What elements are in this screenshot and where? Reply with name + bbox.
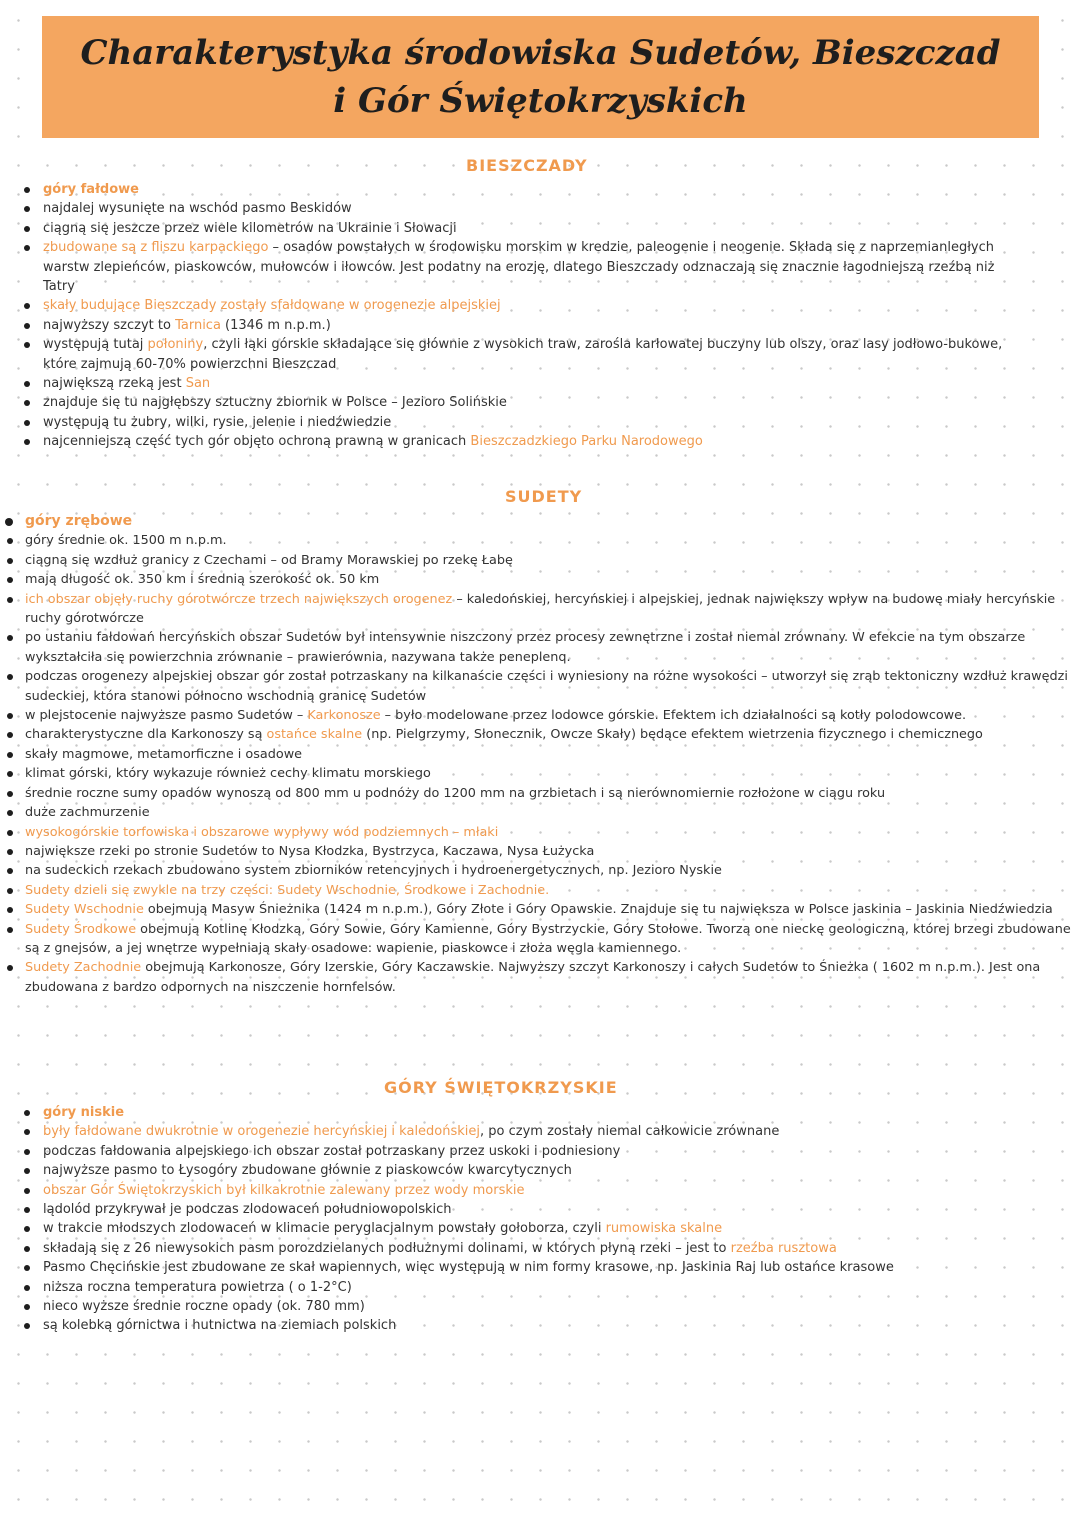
list-item: Pasmo Chęcińskie jest zbudowane ze skał wapiennych, więc występują w nim formy krasowe, np. Jaskinia Raj lub ostańce krasowe: [24, 1258, 1024, 1277]
list-item: najwyższe pasmo to Łysogóry zbudowane głównie z piaskowców kwarcytycznych: [24, 1161, 1024, 1180]
list-item: góry średnie ok. 1500 m n.p.m.: [2, 531, 1072, 550]
title-banner: [42, 16, 1039, 138]
list-item: występują tu żubry, wilki, rysie, jelenie i niedźwiedzie: [24, 413, 1024, 432]
list-item: w plejstocenie najwyższe pasmo Sudetów – Karkonosze – było modelowane przez lodowce górskie. Efektem ich działalności są kotły polodowcowe.: [2, 706, 1072, 725]
list-item: były fałdowane dwukrotnie w orogenezie hercyńskiej i kaledońskiej, po czym zostały niemal całkowicie zrównane: [24, 1122, 1024, 1141]
list-item: występują tutaj połoniny, czyli łąki górskie składające się głównie z wysokich traw, zarośla karłowatej buczyny lub olszy, oraz lasy jodłowo-bukowe, które zajmują 60-70% powierzchni Bieszczad: [24, 335, 1024, 374]
list-item: nieco wyższe średnie roczne opady (ok. 780 mm): [24, 1297, 1024, 1316]
list-item: Sudety Wschodnie obejmują Masyw Śnieżnika (1424 m n.p.m.), Góry Złote i Góry Opawskie. Znajduje się tu największa w Polsce jaskinia – Jaskinia Niedźwiedzia: [2, 900, 1072, 919]
list-item: mają długość ok. 350 km i średnią szerokość ok. 50 km: [2, 570, 1072, 589]
list-item: ich obszar objęły ruchy górotwórcze trzech największych orogenez – kaledońskiej, hercyńskiej i alpejskiej, jednak największy wpływ na budowę miały hercyńskie ruchy górotwórcze: [2, 590, 1072, 629]
list-item: średnie roczne sumy opadów wynoszą od 800 mm u podnóży do 1200 mm na grzbietach i są nierównomiernie rozłożone w ciągu roku: [2, 784, 1072, 803]
list-item: znajduje się tu najgłębszy sztuczny zbiornik w Polsce – Jezioro Solińskie: [24, 393, 1024, 412]
list-item: charakterystyczne dla Karkonoszy są ostańce skalne (np. Pielgrzymy, Słonecznik, Owcze Skały) będące efektem wietrzenia fizycznego i chemicznego: [2, 725, 1072, 744]
list-item: ciągną się jeszcze przez wiele kilometrów na Ukrainie i Słowacji: [24, 219, 1024, 238]
list-item: wysokogórskie torfowiska i obszarowe wypływy wód podziemnych – młaki: [2, 823, 1072, 842]
section-heading-sudety: SUDETY: [505, 487, 583, 506]
list-item: najcenniejszą część tych gór objęto ochroną prawną w granicach Bieszczadzkiego Parku Narodowego: [24, 432, 1024, 451]
list-item: najdalej wysunięte na wschód pasmo Beskidów: [24, 199, 1024, 218]
list-item: Sudety Zachodnie obejmują Karkonosze, Góry Izerskie, Góry Kaczawskie. Najwyższy szczyt Karkonoszy i całych Sudetów to Śnieżka ( 1602 m n.p.m.). Jest ona zbudowana z bardzo odpornych na niszczenie hornfelsów.: [2, 958, 1072, 997]
list-item: po ustaniu fałdowań hercyńskich obszar Sudetów był intensywnie niszczony przez procesy zewnętrzne i został niemal zrównany. W efekcie na tym obszarze wykształciła się powierzchnia zrównanie – prawierównia, nazywana także peneplenq.: [2, 628, 1072, 667]
list-item: składają się z 26 niewysokich pasm porozdzielanych podłużnymi dolinami, w których płyną rzeki – jest to rzeźba rusztowa: [24, 1239, 1024, 1258]
list-item: duże zachmurzenie: [2, 803, 1072, 822]
list-item: najwyższy szczyt to Tarnica (1346 m n.p.m.): [24, 316, 1024, 335]
section-heading-bieszczady: BIESZCZADY: [466, 156, 588, 175]
sudety-list: [2, 512, 1072, 997]
list-item: niższa roczna temperatura powietrza ( o 1-2°C): [24, 1278, 1024, 1297]
list-item: skały budujące Bieszczady zostały sfałdowane w orogenezie alpejskiej: [24, 296, 1024, 315]
list-item: góry fałdowe: [24, 180, 1024, 199]
list-item: skały magmowe, metamorficzne i osadowe: [2, 745, 1072, 764]
list-item: podczas fałdowania alpejskiego ich obszar został potrzaskany przez uskoki i podniesiony: [24, 1142, 1024, 1161]
list-item: góry niskie: [24, 1103, 1024, 1122]
list-item: ciągną się wzdłuż granicy z Czechami – od Bramy Morawskiej po rzekę Łabę: [2, 551, 1072, 570]
list-item: podczas orogenezy alpejskiej obszar gór został potrzaskany na kilkanaście części i wyniesiony na różne wysokości – utworzył się zrąb tektoniczny wzdłuż krawędzi sudeckiej, która stanowi północno wschodnią granicę Sudetów: [2, 667, 1072, 706]
page-title: Charakterystyka środowiska Sudetów, Bieszczad i Gór Świętokrzyskich: [80, 33, 1001, 121]
bieszczady-list: [24, 180, 1024, 452]
list-item: największe rzeki po stronie Sudetów to Nysa Kłodzka, Bystrzyca, Kaczawa, Nysa Łużycka: [2, 842, 1072, 861]
list-item: największą rzeką jest San: [24, 374, 1024, 393]
list-item: na sudeckich rzekach zbudowano system zbiorników retencyjnych i hydroenergetycznych, np. Jezioro Nyskie: [2, 861, 1072, 880]
list-item: są kolebką górnictwa i hutnictwa na ziemiach polskich: [24, 1316, 1024, 1335]
list-item: klimat górski, który wykazuje również cechy klimatu morskiego: [2, 764, 1072, 783]
list-item: lądolód przykrywał je podczas zlodowaceń południowopolskich: [24, 1200, 1024, 1219]
swietokrzyskie-list: [24, 1103, 1024, 1336]
list-item: Sudety dzieli się zwykle na trzy części: Sudety Wschodnie, Środkowe i Zachodnie.: [2, 881, 1072, 900]
list-item: obszar Gór Świętokrzyskich był kilkakrotnie zalewany przez wody morskie: [24, 1181, 1024, 1200]
list-item: w trakcie młodszych zlodowaceń w klimacie peryglacjalnym powstały gołoborza, czyli rumowiska skalne: [24, 1219, 1024, 1238]
list-item: Sudety Środkowe obejmują Kotlinę Kłodzką, Góry Sowie, Góry Kamienne, Góry Bystrzyckie, Góry Stołowe. Tworzą one nieckę geologiczną, której brzegi zbudowane są z gnejsów, a jej wnętrze wypełniają skały osadowe: wapienie, piaskowce i złoża węgla kamiennego.: [2, 920, 1072, 959]
list-item: góry zrębowe: [2, 512, 1072, 531]
list-item: zbudowane są z fliszu karpackiego – osadów powstałych w środowisku morskim w kredzie, paleogenie i neogenie. Składa się z naprzemianległych warstw zlepieńców, piaskowców, mułowców i iłowców. Jest podatny na erozję, dlatego Bieszczady odznaczają się znacznie łagodniejszą rzeźbą niż Tatry: [24, 238, 1024, 296]
section-heading-swietokrzyskie: GÓRY ŚWIĘTOKRZYSKIE: [384, 1078, 618, 1097]
